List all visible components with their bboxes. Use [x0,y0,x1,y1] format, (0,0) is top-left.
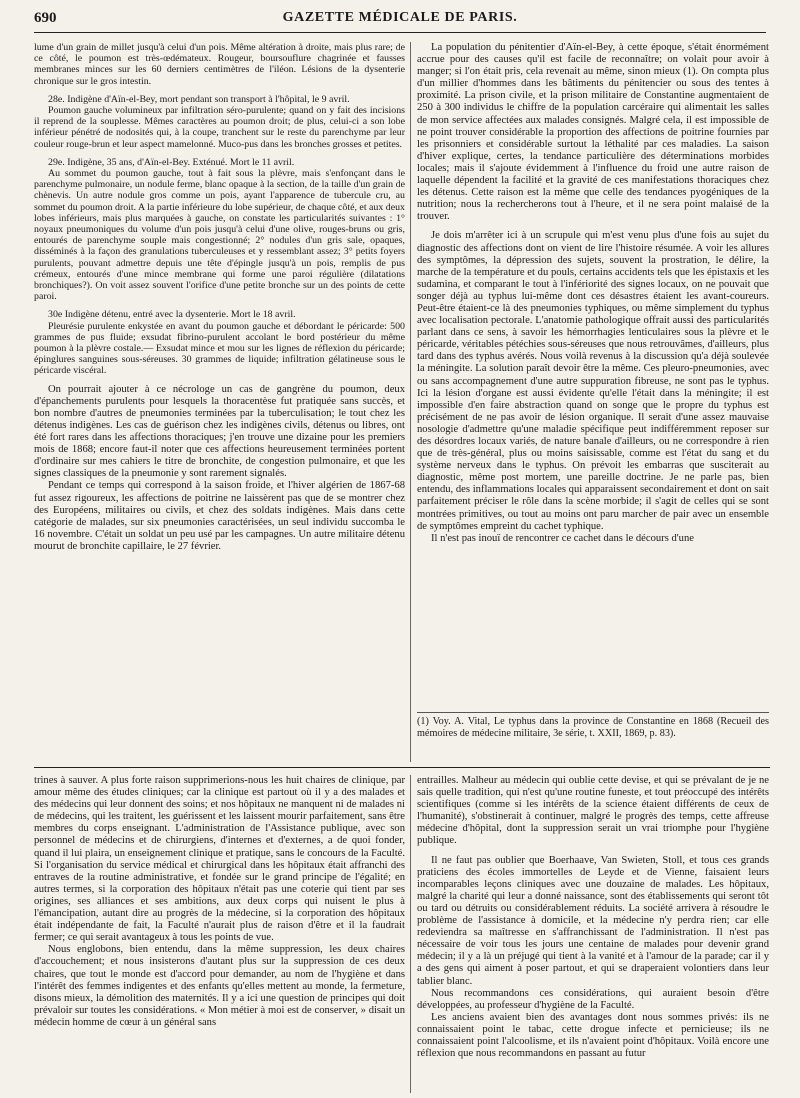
paragraph: Je dois m'arrêter ici à un scrupule qui m'est venu plus d'une fois au sujet du diagnostic des affections dont on vient de lire l'histoire résumée. A voir les allures des symptômes, la dépression des sujets, souvent la prostration, le délire, la marche de la température et du pouls, certains accidents tels que les épistaxis et les sudamina, et comparant le tout à l'infériorité des signes locaux, on ne pouvait que songer déjà au typhus lui-même dont ces désastres étaient les avant-coureurs. Peut-être étaient-ce là des pneumonies typhiques, ou même simplement du typhus avec localisation pectorale. L'anatomie pathologique offrait aussi des particularités parlant dans ce sens, à savoir les hémorrhagies lenticulaires sous la plèvre et le péricarde, véritables pétéchies sous-séreuses que nous retrouvâmes, d'ailleurs, plus tard dans des typhus avérés. Nous voilà revenus à la discussion qu'a déjà soulevée la méningite. La solution paraît devoir être la même. Ces pleuro-pneumonies, avec ou sans accompagnement d'une autre suppuration fibreuse, ne sont pas le typhus. Ici la lésion d'organe est aussi évidente qu'elle l'était dans la méningite; il est impossible d'en faire abstraction quand on songe que le propre du typhus est précisément de ne pas avoir de lésion organique. Il serait d'une assez mauvaise nosologie d'admettre qu'une maladie spécifique peut indifféremment reposer sur des désordres locaux variés, de nature banale d'ailleurs, ou ne correspondre à rien que de très-général, plus ou moins saisissable, comme est l'état du sang et du système nerveux dans le typhus. On prévoit les embarras que susciterait au diagnostic, même post mortem, une pareille doctrine. Je ne parle pas, bien entendu, des inflammations locales qui apparaissent secondairement et dont on sait parfaitement préciser le rôle dans la scène morbide; il s'agit de celles qui se sont montrées primitives, ou tout au moins ont paru marcher de pair avec un ensemble de symptômes empreint du cachet typhique. [417,230,769,532]
column-left-lower [34,775,405,1093]
paragraph: Les anciens avaient bien des avantages dont nous sommes privés: ils ne connaissaient point le tabac, cette drogue infecte et pernicieuse; ils ne connaissaient point l'alcoolisme, et ils n'avaient point d'hôpitaux. Voilà encore une réflexion que nous recommandons en passant au futur [417,1011,769,1060]
paragraph: Nous englobons, bien entendu, dans la même suppression, les deux chaires d'accouchement; et nous insisterons d'autant plus sur la suppression de ces deux chaires, que tout le monde est d'accord pour demander, au nom de l'hygiène et dans l'intérêt des femmes indigentes et des enfants qu'elles mettent au monde, la fermeture, disons mieux, la démolition des maternités. Il y a ici une question de principes qui doit prévaloir sur toutes les considérations. « Mon métier à moi est de conserver, » disait un médecin homme de cœur à un général sans [34,944,405,1028]
paragraph: Pleurésie purulente enkystée en avant du poumon gauche et débordant le péricarde: 500 grammes de pus fluide; exsudat fibrino-purulent accolant le bord postérieur du même poumon à la plèvre costale.— Exsudat mince et mou sur les lignes de réflexion du péricarde; épinglures sanguines sous-séreuses. 30 grammes de liquide; infiltration gélatineuse sous le péricarde viscéral. [34,320,405,377]
column-left-upper [34,42,405,762]
journal-title: GAZETTE MÉDICALE DE PARIS. [282,10,518,25]
footnote-rule [417,712,769,713]
footnote [417,716,769,758]
paragraph: 29e. Indigène, 35 ans, d'Aïn-el-Bey. Exténué. Mort le 11 avril. [48,156,295,168]
footnote-text: (1) Voy. A. Vital, Le typhus dans la province de Constantine en 1868 (Recueil des mémoires de médecine militaire, 3e série, t. XXII, 1869, p. 83). [417,716,769,739]
paragraph: entrailles. Malheur au médecin qui oublie cette devise, et qui se prévalant de je ne sais quelle tradition, qui n'est qu'une routine funeste, et tout préoccupé des intérêts scientifiques (comme si les intérêts de la science étaient différents de ceux de l'humanité), s'obstinerait à continuer, malgré le progrès des temps, cette affreuse médecine d'hôpital, dont la suppression serait un vrai triomphe pour l'hygiène publique. [417,775,769,847]
paragraph: trines à sauver. A plus forte raison supprimerions-nous les huit chaires de clinique, par amour même des études cliniques; car la clinique est partout où il y a des malades et des médecins qui leur donnent des soins; et nos hôpitaux ne manquent ni de malades ni de médecins, qui les traitent, les guérissent et les laissent mourir parfaitement, sans être membres du corps enseignant. L'administration de l'Assistance publique, avec son personnel de médecins et de chirurgiens, d'internes et d'externes, a de quoi fonder, quand il lui plaira, un enseignement clinique et pratique, sans le concours de la Faculté. Si l'organisation du service médical et chirurgical dans les hôpitaux était affranchi des entraves de la routine administrative, et fondée sur le grand principe de l'égalité; en autres termes, si la corporation des hôpitaux n'était pas une coterie qui tient par ses origines, ses alliances et ses ambitions, aux deux corps qui nuisent le plus à l'émancipation, autant dire au progrès de la médecine, si la corporation des hôpitaux était indépendante de fait, la Faculté n'aurait plus de raison d'être et il la faudrait fermer; ce qui serait avantageux à tous les points de vue. [34,775,405,944]
paragraph: On pourrait ajouter à ce nécrologe un cas de gangrène du poumon, deux d'épanchements purulents pour lesquels la thoracentèse fut pratiquée sans succès, et bon nombre d'autres de pneumonies terminées par la tuberculisation; le tout chez les détenus indigènes. Les cas de guérison chez les indigènes civils, détenus ou libres, ont été fort rares dans les affections thoraciques; j'en trouve une dizaine pour les premiers mois de 1868; encore faut-il noter que ces affections heureusement terminées portent d'ordinaire sur mes cahiers le titre de bronchite, de congestion pulmonaire, et que les signes classiques de la pneumonie y sont rarement signalés. [34,383,405,480]
column-rule-upper [410,42,411,762]
paragraph: 30e Indigène détenu, entré avec la dysenterie. Mort le 18 avril. [48,309,296,321]
section-divider [34,767,770,768]
paragraph: 28e. Indigène d'Aïn-el-Bey, mort pendant son transport à l'hôpital, le 9 avril. [48,93,350,105]
paragraph: La population du pénitentier d'Aïn-el-Bey, à cette époque, s'était énormément accrue pour des causes qu'il est facile de reconnaître; on volait pour avoir à manger; si l'on était pris, cela revenait au même, sinon mieux (1). On compta plus d'un millier d'hommes dans les bâtiments du pénitencier ou sous des tentes à proximité. La prison civile, et la prison militaire de Constantine augmentaient de 250 à 300 individus le chiffre de la population carcéraire qui alimentait les salles de mon service affectées aux malades consignés. Malgré cela, il est impossible de ne point trouver considérable la proportion des affections de poitrine fournies par les prisonniers et considérable surtout la léthalité par ces maladies. La saison d'hiver explique, certes, la tendance particulière des déterminations morbides locales; mais il s'ajoute évidemment à l'influence du froid une autre raison de laquelle dépendent la facilité et la gravité de ces manifestations thoraciques chez les détenus. Cette raison est la même que celle des tendances pyogéniques de la nutrition; nous la rechercherons tout à l'heure, et il ne sera point malaisé de la trouver. [417,42,769,223]
column-right-lower [417,775,769,1093]
page-number: 690 [34,10,57,26]
paragraph: lume d'un grain de millet jusqu'à celui d'un pois. Même altération à droite, mais plus rare; de ce côté, le poumon est très-œdémateux. Rougeur, boursouflure chagrinée et fausses membranes minces sur les 60 derniers centimètres de l'iléon. Lésions de la dysenterie chronique sur le gros intestin. [34,42,405,87]
paragraph: Il n'est pas inouï de rencontrer ce cachet dans le décours d'une [431,532,694,544]
paragraph: Au sommet du poumon gauche, tout à fait sous la plèvre, mais s'enfonçant dans le parenchyme pulmonaire, un nodule ferme, blanc opaque à la section, de la taille d'un grain de chènevis. Un autre nodule gros comme un pois, ayant l'apparence de tubercule cru, au sommet du poumon droit. A la partie inférieure du lobe supérieur, de chaque côté, et aux deux lobes inférieurs, mais plus marquées à gauche, on constate les particularités suivantes : 1° noyaux pneumoniques du volume d'un pois jusqu'à celui d'une olive, rouges-bruns ou gris, entourés de parenchyme souple mais congestionné; 2° nodules d'un gris sale, opaques, disséminés à la façon des granulations tuberculeuses et y ressemblant assez; 3° petits foyers purulents, pouvant admettre depuis une tête d'épingle jusqu'à un pois, remplis de pus crémeux, entourés d'une mince membrane qui forme une paroi régulière (dilatations bronchiques?). On voit assez souvent l'orifice d'une petite bronche sur un des points de cette paroi. [34,168,405,303]
column-right-upper [417,42,769,710]
column-rule-lower [410,775,411,1093]
paragraph: Nous recommandons ces considérations, qui auraient besoin d'être développées, au professeur d'hygiène de la Faculté. [417,987,769,1011]
paragraph: Il ne faut pas oublier que Boerhaave, Van Swieten, Stoll, et tous ces grands praticiens des écoles immortelles de Leyde et de Vienne, faisaient leurs incomparables leçons cliniques avec une douzaine de malades. Les hôpitaux, malgré la charité qui leur a donné naissance, sont des établissements qui seront tôt ou tard ou détruits ou considérablement réduits. La société arrivera à résoudre le problème de l'assistance à domicile, et la médecine n'y perdra rien; car elle redeviendra sa maîtresse en s'affranchissant de l'administration. Il n'est pas nécessaire de voir tous les jours une centaine de malades pour devenir grand médecin; il y a là un préjugé qui tient à la vanité et à l'amour de la parade; car il y a des gens qui aiment à poser partout, et qui se draperaient volontiers dans leur tablier blanc. [417,854,769,987]
paragraph: Poumon gauche volumineux par infiltration séro-purulente; quand on y fait des incisions il reprend de la souplesse. Mêmes caractères au poumon droit; de plus, celui-ci a son lobe inférieur pénétré de nodosités qui, à la coupe, tranchent sur le reste du parenchyme par leur couleur rouge-brun et leur aspect mamelonné. Muco-pus dans les bronches grosses et petites. [34,105,405,150]
paragraph: Pendant ce temps qui correspond à la saison froide, et l'hiver algérien de 1867-68 fut assez rigoureux, les affections de poitrine ne laissèrent pas que de se montrer chez des Européens, militaires ou civils, et chez des soldats indigènes. Mais dans cette catégorie de malades, sur six pneumonies caractérisées, un seul individu succomba le 16 novembre. C'était un soldat un peu usé par les campagnes. Un autre militaire détenu mourut de bronchite capillaire, le 27 février. [34,480,405,552]
page-header [34,10,766,33]
